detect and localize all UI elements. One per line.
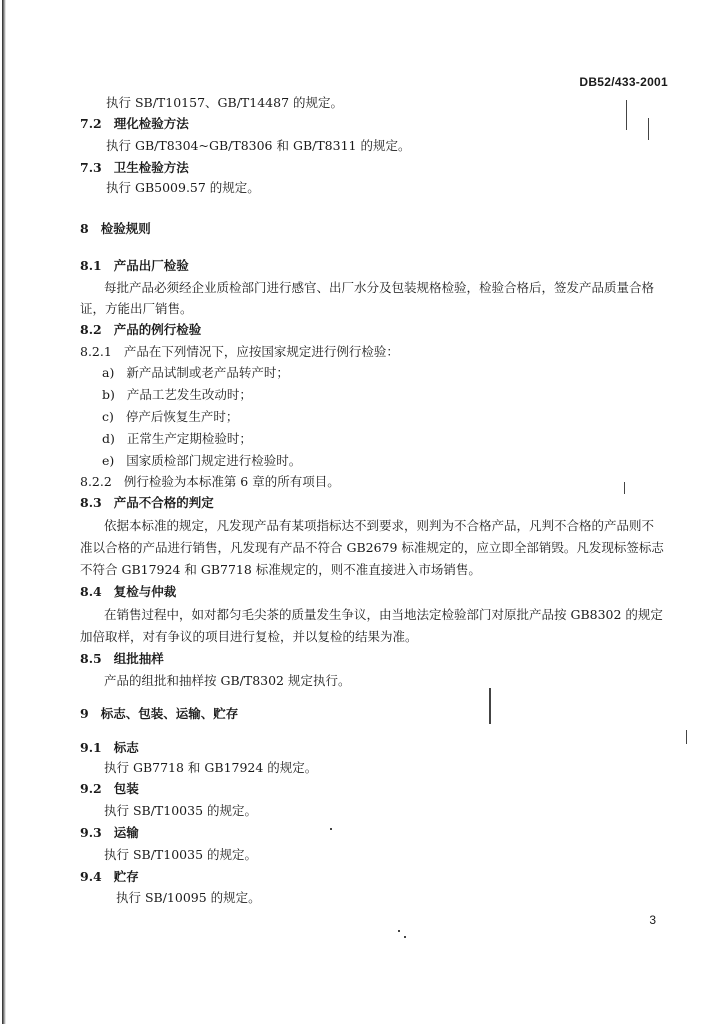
text-line: 执行 GB7718 和 GB17924 的规定。 (104, 760, 318, 775)
list-item: d) 正常生产定期检验时； (102, 431, 252, 446)
section-heading: 8.5 组批抽样 (80, 651, 164, 666)
doc-code: DB52/433-2001 (579, 75, 668, 89)
scan-mark (624, 482, 625, 494)
section-heading: 9.4 贮存 (80, 869, 139, 884)
scan-mark (489, 688, 491, 724)
page-number: 3 (649, 913, 656, 927)
text-line: 不符合 GB17924 和 GB7718 标准规定的，则不准直接进入市场销售。 (80, 562, 481, 577)
chapter-heading: 8 检验规则 (80, 221, 151, 236)
section-heading: 7.3 卫生检验方法 (80, 160, 189, 175)
text-line: 8.2.1 产品在下列情况下，应按国家规定进行例行检验： (80, 344, 399, 359)
section-heading: 8.4 复检与仲裁 (80, 584, 177, 599)
scan-mark (330, 828, 332, 830)
chapter-heading: 9 标志、包装、运输、贮存 (80, 706, 239, 721)
list-item: b) 产品工艺发生改动时； (102, 387, 252, 402)
text-line: 准以合格的产品进行销售，凡发现有产品不符合 GB2679 标准规定的，应立即全部销毁。凡发现标签标志 (80, 540, 664, 555)
section-heading: 8.3 产品不合格的判定 (80, 495, 214, 510)
text-line: 执行 GB/T8304~GB/T8306 和 GB/T8311 的规定。 (106, 138, 411, 153)
section-heading: 9.1 标志 (80, 740, 139, 755)
section-heading: 9.2 包装 (80, 781, 139, 796)
list-item: a) 新产品试制或老产品转产时； (102, 365, 289, 380)
section-heading: 7.2 理化检验方法 (80, 116, 189, 131)
scan-mark (398, 930, 400, 932)
text-line: 执行 GB5009.57 的规定。 (106, 180, 260, 195)
scan-mark (626, 100, 627, 130)
scan-mark (686, 730, 687, 744)
text-line: 证，方能出厂销售。 (80, 301, 193, 316)
text-line: 执行 SB/T10157、GB/T14487 的规定。 (106, 95, 343, 110)
section-heading: 8.1 产品出厂检验 (80, 258, 189, 273)
text-line: 产品的组批和抽样按 GB/T8302 规定执行。 (104, 673, 351, 688)
section-heading: 8.2 产品的例行检验 (80, 322, 202, 337)
section-heading: 9.3 运输 (80, 825, 139, 840)
scan-mark (404, 936, 406, 938)
text-line: 执行 SB/10095 的规定。 (116, 890, 261, 905)
text-line: 每批产品必须经企业质检部门进行感官、出厂水分及包装规格检验，检验合格后，签发产品质量合格 (104, 280, 655, 295)
list-item: e) 国家质检部门规定进行检验时。 (102, 453, 302, 468)
text-line: 在销售过程中，如对都匀毛尖茶的质量发生争议，由当地法定检验部门对原批产品按 GB8302 的规定 (104, 607, 663, 622)
text-line: 加倍取样，对有争议的项目进行复检，并以复检的结果为准。 (80, 629, 418, 644)
scan-edge (2, 0, 6, 1024)
list-item: c) 停产后恢复生产时； (102, 409, 239, 424)
text-line: 依据本标准的规定，凡发现产品有某项指标达不到要求，则判为不合格产品，凡判不合格的产品则不 (104, 518, 655, 533)
text-line: 执行 SB/T10035 的规定。 (104, 803, 258, 818)
scan-mark (648, 118, 649, 140)
text-line: 8.2.2 例行检验为本标准第 6 章的所有项目。 (80, 474, 340, 489)
text-line: 执行 SB/T10035 的规定。 (104, 847, 258, 862)
